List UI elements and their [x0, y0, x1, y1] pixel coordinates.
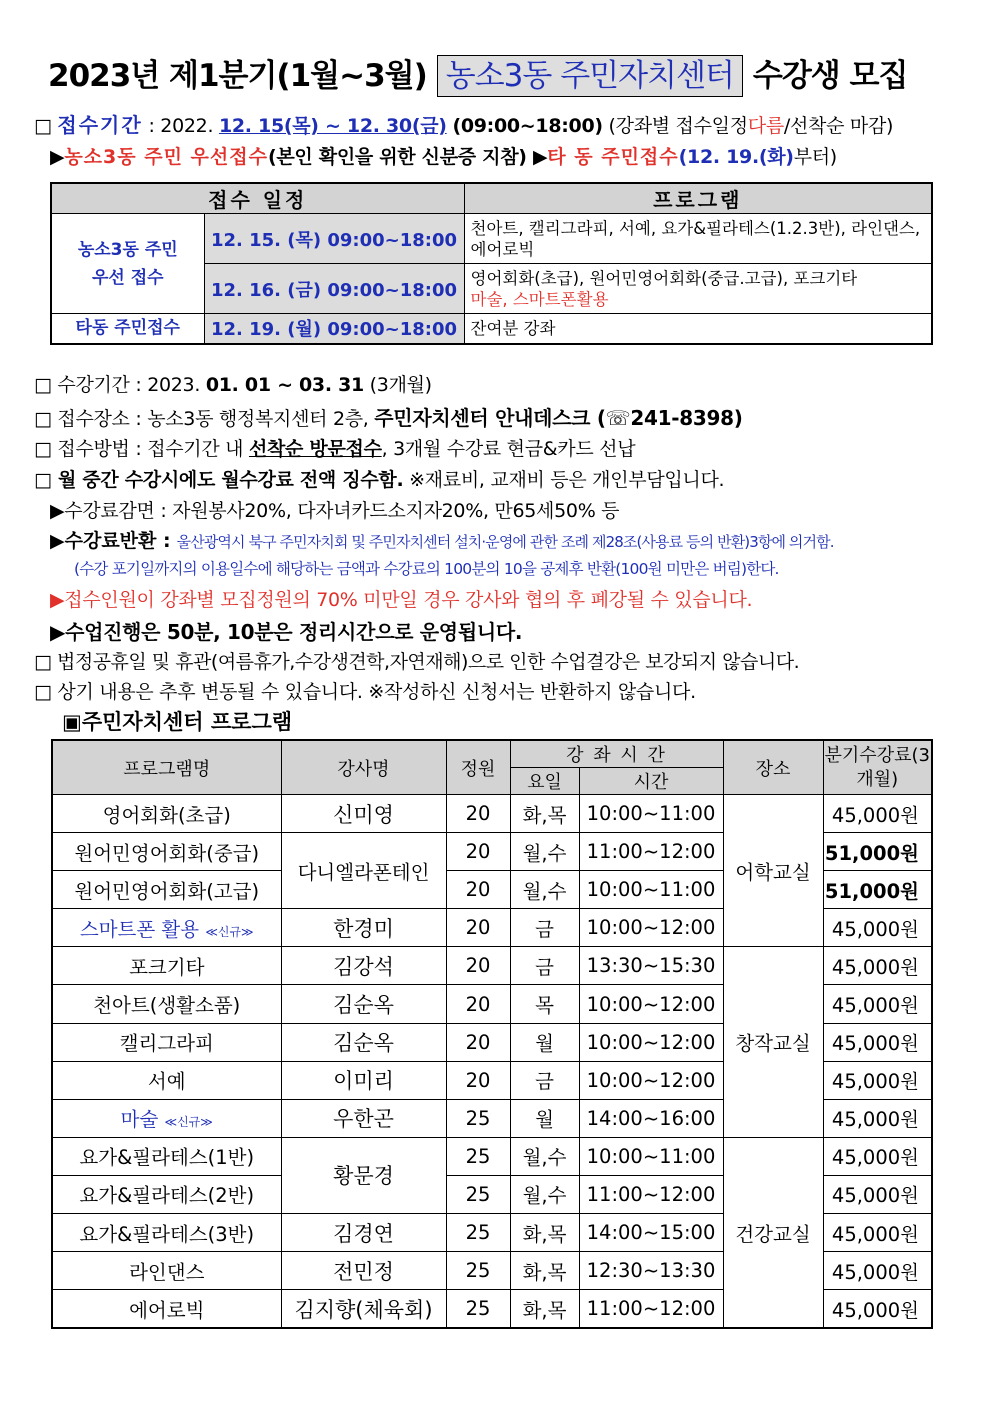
- colon: :: [148, 115, 155, 137]
- title-center-name: 농소3동 주민자치센터: [437, 55, 743, 97]
- time: 10:00~11:00: [579, 871, 723, 909]
- table-row: [52, 795, 932, 833]
- capacity: 25: [446, 1175, 510, 1213]
- header-capacity: 정원: [446, 740, 510, 795]
- fee: 51,000원: [823, 833, 932, 871]
- info-monthly-fee: □ 월 중간 수강시에도 월수강료 전액 징수함. ※재료비, 교재비 등은 개인부담입니다.: [34, 469, 725, 491]
- place: 건강교실: [723, 1137, 823, 1328]
- day: 화,목: [510, 795, 579, 833]
- schedule-date: 12. 16. (금) 09:00~18:00: [204, 264, 464, 314]
- fee: 51,000원: [823, 871, 932, 909]
- info-place: □ 접수장소 : 농소3동 행정복지센터 2층, 주민자치센터 안내데스크 (☏241-8398): [34, 406, 743, 430]
- capacity: 25: [446, 1099, 510, 1137]
- capacity: 20: [446, 871, 510, 909]
- day: 월: [510, 1023, 579, 1061]
- info-refund: ▶수강료반환 : 울산광역시 북구 주민자치회 및 주민자치센터 설치·운영에 관한 조례 제28조(사용료 등의 반환)3항에 의거함.: [50, 530, 834, 552]
- program-name: 요가&필라테스(2반): [52, 1175, 281, 1213]
- header-instructor: 강사명: [281, 740, 446, 795]
- day: 월,수: [510, 833, 579, 871]
- group-other-dong: 타동 주민접수: [51, 314, 204, 344]
- schedule-date: 12. 19. (월) 09:00~18:00: [204, 314, 464, 344]
- fee: 45,000원: [823, 1175, 932, 1213]
- capacity: 25: [446, 1290, 510, 1329]
- fee: 45,000원: [823, 1252, 932, 1290]
- reception-note-red: 다름: [747, 115, 784, 137]
- program-name: 요가&필라테스(1반): [52, 1137, 281, 1175]
- capacity: 25: [446, 1252, 510, 1290]
- program-name: 영어회화(초급): [52, 795, 281, 833]
- program-name: 포크기타: [52, 947, 281, 985]
- day: 월,수: [510, 1137, 579, 1175]
- instructor: 김순옥: [281, 1023, 446, 1061]
- fee: 45,000원: [823, 1214, 932, 1252]
- info-method: □ 접수방법 : 접수기간 내 선착순 방문접수, 3개월 수강료 현금&카드 선납: [34, 438, 636, 460]
- title-suffix: 수강생 모집: [752, 58, 908, 94]
- reception-label: 접수기간: [57, 113, 143, 137]
- day: 금: [510, 947, 579, 985]
- capacity: 20: [446, 833, 510, 871]
- schedule-programs: 영어회화(초급), 원어민영어회화(중급.고급), 포크기타 마술, 스마트폰활용: [464, 264, 932, 314]
- instructor: 황문경: [281, 1137, 446, 1213]
- info-change: □ 상기 내용은 추후 변동될 수 있습니다. ※작성하신 신청서는 반환하지 않습니다.: [34, 681, 696, 703]
- time: 10:00~11:00: [579, 1137, 723, 1175]
- instructor: 김강석: [281, 947, 446, 985]
- other-dong-suffix: 부터): [793, 146, 837, 168]
- table-row: [52, 1137, 932, 1175]
- new-tag: ≪신규≫: [164, 1115, 213, 1130]
- reception-dates: 12. 15(목) ~ 12. 30(금): [218, 115, 447, 137]
- info-discount: ▶수강료감면 : 자원봉사20%, 다자녀카드소지자20%, 만65세50% 등: [50, 500, 620, 522]
- program-name: 스마트폰 활용 ≪신규≫: [52, 909, 281, 947]
- new-tag: ≪신규≫: [205, 924, 254, 939]
- reception-year: 2022.: [160, 115, 214, 137]
- reception-note-end: /선착순 마감): [783, 115, 894, 137]
- place: 창작교실: [723, 947, 823, 1137]
- arrow-icon: ▶: [532, 146, 548, 168]
- capacity: 20: [446, 1061, 510, 1099]
- place: 어학교실: [723, 795, 823, 947]
- capacity: 25: [446, 1214, 510, 1252]
- reception-period-line: [34, 109, 893, 138]
- program-table: [51, 739, 933, 1329]
- program-name: 캘리그라피: [52, 1023, 281, 1061]
- instructor: 신미영: [281, 795, 446, 833]
- capacity: 20: [446, 985, 510, 1023]
- group-resident-priority: 농소3동 주민 우선 접수: [51, 214, 204, 314]
- resident-priority-note: (본인 확인을 위한 신분증 지참): [267, 146, 527, 168]
- reception-schedule-table: [50, 182, 933, 345]
- program-name: 원어민영어회화(고급): [52, 871, 281, 909]
- day: 월: [510, 1099, 579, 1137]
- program-name: 마술 ≪신규≫: [52, 1099, 281, 1137]
- schedule-programs: 잔여분 강좌: [464, 314, 932, 344]
- instructor: 김지향(체육회): [281, 1290, 446, 1329]
- program-name: 천아트(생활소품): [52, 985, 281, 1023]
- header-time: 시간: [579, 768, 723, 795]
- time: 10:00~12:00: [579, 1061, 723, 1099]
- instructor: 김순옥: [281, 985, 446, 1023]
- time: 11:00~12:00: [579, 1290, 723, 1329]
- day: 금: [510, 1061, 579, 1099]
- day: 월,수: [510, 871, 579, 909]
- instructor: 다니엘라폰테인: [281, 833, 446, 909]
- program-name: 요가&필라테스(3반): [52, 1214, 281, 1252]
- time: 11:00~12:00: [579, 1175, 723, 1213]
- time: 14:00~16:00: [579, 1099, 723, 1137]
- fee: 45,000원: [823, 795, 932, 833]
- day: 화,목: [510, 1290, 579, 1329]
- info-refund-detail: (수강 포기일까지의 이용일수에 해당하는 금액과 수강료의 100분의 10을 공제후 반환(100원 미만은 버림)한다.: [74, 560, 779, 578]
- fee: 45,000원: [823, 909, 932, 947]
- fee: 45,000원: [823, 985, 932, 1023]
- time: 10:00~12:00: [579, 1023, 723, 1061]
- table-row: [52, 947, 932, 985]
- header-program-name: 프로그램명: [52, 740, 281, 795]
- program-name: 라인댄스: [52, 1252, 281, 1290]
- schedule-programs: 천아트, 캘리그라피, 서예, 요가&필라테스(1.2.3반), 라인댄스, 에어로빅: [464, 214, 932, 264]
- day: 월,수: [510, 1175, 579, 1213]
- resident-priority-label: 농소3동 주민 우선접수: [64, 146, 268, 168]
- header-program: 프로그램: [464, 183, 932, 214]
- program-name: 서예: [52, 1061, 281, 1099]
- checkbox-bullet: □: [34, 115, 52, 137]
- time: 11:00~12:00: [579, 833, 723, 871]
- header-place: 장소: [723, 740, 823, 795]
- capacity: 20: [446, 1023, 510, 1061]
- info-holiday: □ 법정공휴일 및 휴관(여름휴가,수강생견학,자연재해)으로 인한 수업결강은 보강되지 않습니다.: [34, 651, 800, 673]
- fee: 45,000원: [823, 1061, 932, 1099]
- day: 화,목: [510, 1252, 579, 1290]
- day: 목: [510, 985, 579, 1023]
- capacity: 20: [446, 947, 510, 985]
- time: 10:00~11:00: [579, 795, 723, 833]
- time: 13:30~15:30: [579, 947, 723, 985]
- fee: 45,000원: [823, 1023, 932, 1061]
- other-dong-date: (12. 19.(화): [678, 146, 794, 168]
- fee: 45,000원: [823, 947, 932, 985]
- fee: 45,000원: [823, 1099, 932, 1137]
- instructor: 한경미: [281, 909, 446, 947]
- reception-note: (강좌별 접수일정: [608, 115, 748, 137]
- fee: 45,000원: [823, 1137, 932, 1175]
- program-section-title: ▣주민자치센터 프로그램: [62, 710, 293, 734]
- program-name: 원어민영어회화(중급): [52, 833, 281, 871]
- capacity: 20: [446, 795, 510, 833]
- instructor: 이미리: [281, 1061, 446, 1099]
- instructor: 김경연: [281, 1214, 446, 1252]
- time: 10:00~12:00: [579, 909, 723, 947]
- arrow-icon: ▶: [50, 146, 65, 168]
- other-dong-label: 타 동 주민접수: [547, 146, 679, 168]
- page-title: [48, 50, 907, 97]
- header-day: 요일: [510, 768, 579, 795]
- day: 금: [510, 909, 579, 947]
- program-name: 에어로빅: [52, 1290, 281, 1329]
- header-schedule: 접수 일정: [51, 183, 464, 214]
- instructor: 우한곤: [281, 1099, 446, 1137]
- day: 화,목: [510, 1214, 579, 1252]
- info-period: □ 수강기간 : 2023. 01. 01 ~ 03. 31 (3개월): [34, 374, 432, 396]
- priority-line: [50, 142, 837, 169]
- time: 10:00~12:00: [579, 985, 723, 1023]
- capacity: 20: [446, 909, 510, 947]
- capacity: 25: [446, 1137, 510, 1175]
- header-class-time: 강 좌 시 간: [510, 740, 723, 768]
- time: 12:30~13:30: [579, 1252, 723, 1290]
- schedule-date: 12. 15. (목) 09:00~18:00: [204, 214, 464, 264]
- header-fee: 분기수강료(3개월): [823, 740, 932, 795]
- info-class-time: ▶수업진행은 50분, 10분은 정리시간으로 운영됩니다.: [50, 620, 523, 644]
- fee: 45,000원: [823, 1290, 932, 1329]
- title-prefix: 2023년 제1분기(1월~3월): [48, 58, 427, 94]
- reception-hours: (09:00~18:00): [452, 115, 603, 137]
- info-cancel: ▶접수인원이 강좌별 모집정원의 70% 미만일 경우 강사와 협의 후 폐강될 수 있습니다.: [50, 589, 753, 611]
- time: 14:00~15:00: [579, 1214, 723, 1252]
- instructor: 전민정: [281, 1252, 446, 1290]
